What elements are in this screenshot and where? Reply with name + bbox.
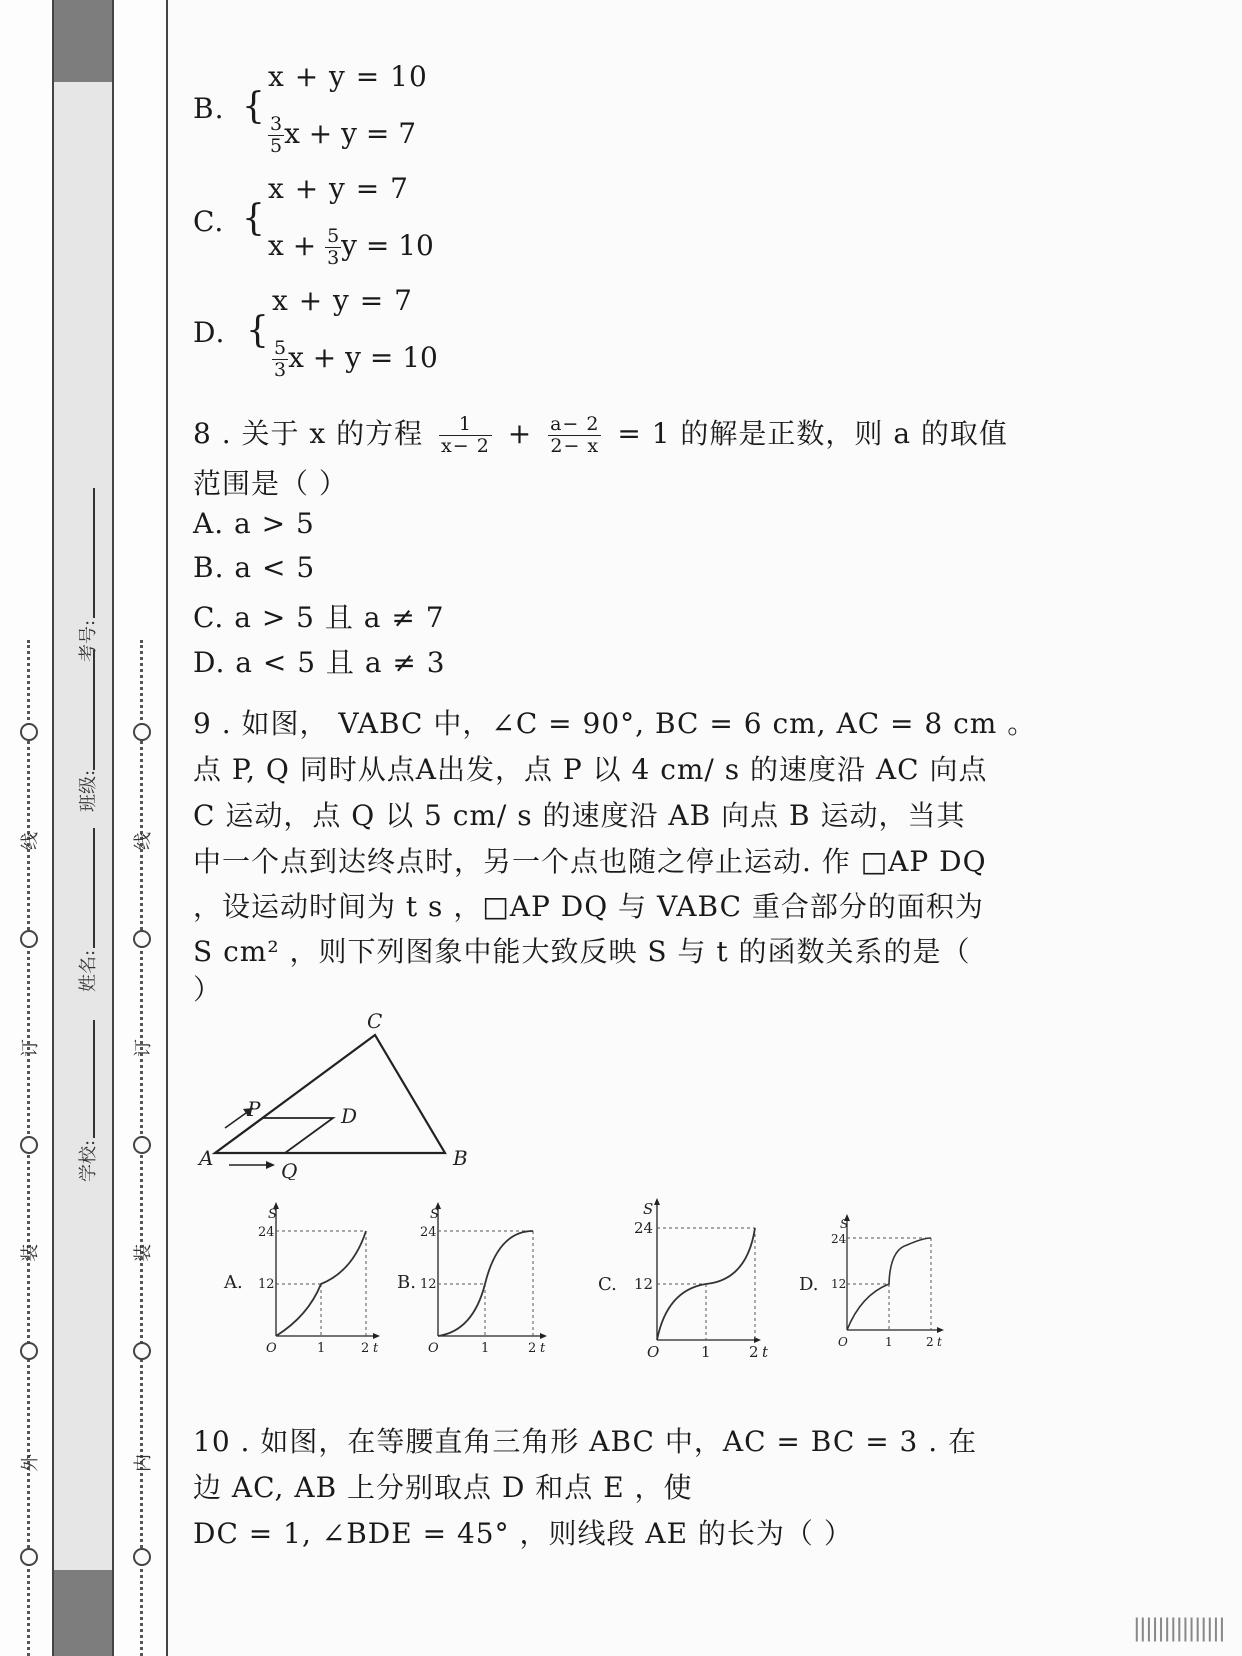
svg-text:2: 2 — [749, 1343, 759, 1360]
equation-line: x + y = 7 — [268, 172, 409, 205]
graph-b — [393, 1196, 563, 1356]
q8-stem: 8 . 关于 x 的方程 $\frac{1}{x- 2}$ + $\frac{a- 2}{2- x}$ = 1 的解是正数，则 a 的取值 — [193, 413, 1008, 457]
q9-line: 点 P, Q 同时从点A出发，点 P 以 4 cm/ s 的速度沿 AC 向点 — [193, 753, 988, 786]
svg-text:2: 2 — [926, 1335, 934, 1349]
q8-option-a[interactable]: A. a > 5 — [193, 507, 315, 540]
svg-text:t: t — [762, 1343, 769, 1360]
svg-text:2: 2 — [528, 1341, 537, 1356]
q8-option-d[interactable]: D. a < 5 且 a ≠ 3 — [193, 646, 446, 679]
svg-text:O: O — [838, 1335, 848, 1349]
svg-text:C.: C. — [598, 1274, 617, 1295]
inner-label: 装 — [133, 1244, 154, 1262]
graph-c — [592, 1190, 772, 1360]
q9-line: ，设运动时间为 t s ，□AP DQ 与 VABC 重合部分的面积为 — [193, 890, 984, 923]
svg-text:12: 12 — [258, 1277, 275, 1292]
graph-d — [795, 1210, 955, 1355]
svg-text:S: S — [643, 1200, 654, 1218]
inner-circle — [133, 1342, 151, 1360]
svg-text:24: 24 — [634, 1219, 654, 1237]
watermark: ||||||||||||||| — [1132, 1614, 1224, 1642]
inner-circle — [133, 1136, 151, 1154]
svg-text:24: 24 — [420, 1225, 437, 1240]
outer-circle — [20, 930, 38, 948]
outer-circle — [20, 1342, 38, 1360]
brace: { — [246, 310, 269, 351]
graph-label: A. — [224, 1272, 243, 1293]
inner-label: 订 — [133, 1039, 154, 1057]
q9-line: 中一个点到达终点时，另一个点也随之停止运动. 作 □AP DQ — [193, 845, 987, 878]
label-c: C — [367, 1009, 383, 1033]
brace: { — [242, 86, 265, 127]
field-id: 考号: — [78, 619, 100, 663]
q10-line: 10 . 如图，在等腰直角三角形 ABC 中，AC = BC = 3 . 在 — [193, 1425, 978, 1458]
svg-text:S: S — [268, 1207, 277, 1222]
label-q: Q — [281, 1159, 298, 1180]
q8-option-b[interactable]: B. a < 5 — [193, 551, 316, 584]
label-a: A — [199, 1146, 214, 1170]
svg-text:t: t — [373, 1341, 379, 1356]
field-school: 学校: — [78, 1139, 100, 1183]
svg-text:1: 1 — [885, 1335, 893, 1349]
outer-label: 线 — [20, 832, 41, 850]
svg-text:S: S — [840, 1217, 849, 1231]
svg-text:24: 24 — [831, 1232, 847, 1246]
svg-text:1: 1 — [481, 1341, 490, 1356]
triangle-figure — [195, 1000, 485, 1180]
svg-text:12: 12 — [420, 1277, 437, 1292]
svg-text:O: O — [428, 1341, 439, 1356]
svg-text:O: O — [266, 1341, 277, 1356]
svg-text:O: O — [647, 1343, 660, 1360]
svg-text:1: 1 — [701, 1343, 711, 1360]
label-b: B — [453, 1146, 468, 1170]
band-bottom-dark — [54, 1570, 112, 1656]
outer-label: 装 — [20, 1244, 41, 1262]
svg-text:D.: D. — [799, 1274, 819, 1295]
option-letter: D. — [193, 316, 226, 349]
outer-label: 订 — [20, 1039, 41, 1057]
field-id-line[interactable] — [93, 488, 95, 618]
outer-circle — [20, 723, 38, 741]
equation-line: $\frac{5}{3}$ x + y = 10 — [274, 337, 438, 381]
outer-label: 外 — [20, 1454, 41, 1472]
inner-circle — [133, 723, 151, 741]
graph-a — [218, 1196, 388, 1356]
inner-label: 内 — [133, 1454, 154, 1472]
outer-circle — [20, 1548, 38, 1566]
brace: { — [242, 198, 265, 239]
triangle-abc — [215, 1035, 445, 1153]
q9-line: 9 . 如图， VABC 中，∠C = 90°, BC = 6 cm, AC = 8 cm 。 — [193, 707, 1037, 740]
outer-circle — [20, 1136, 38, 1154]
label-p: P — [247, 1097, 261, 1121]
svg-text:t: t — [937, 1335, 942, 1349]
option-letter: C. — [193, 205, 225, 238]
gray-band — [52, 0, 114, 1656]
svg-text:B.: B. — [397, 1272, 416, 1293]
svg-text:t: t — [540, 1341, 546, 1356]
field-class: 班级: — [78, 769, 100, 813]
svg-text:24: 24 — [258, 1225, 275, 1240]
band-top-dark — [54, 0, 112, 82]
equation-line: x + $\frac{5}{3}$ y = 10 — [268, 225, 434, 269]
field-name-line[interactable] — [93, 828, 95, 948]
field-name: 姓名: — [78, 949, 100, 993]
equation-line: $\frac{3}{5}$ x + y = 7 — [270, 113, 417, 157]
field-class-line[interactable] — [93, 650, 95, 770]
svg-text:12: 12 — [831, 1277, 847, 1291]
equation-line: x + y = 7 — [272, 284, 413, 317]
svg-text:1: 1 — [317, 1341, 326, 1356]
svg-text:S: S — [430, 1207, 439, 1222]
q9-line: ） — [193, 973, 223, 1006]
content-border — [166, 0, 168, 1656]
field-school-line[interactable] — [93, 1020, 95, 1138]
equation-line: x + y = 10 — [268, 60, 428, 93]
option-letter: B. — [193, 92, 225, 125]
q8-stem-line2: 范围是（ ） — [193, 467, 348, 500]
inner-label: 线 — [133, 832, 154, 850]
q10-line: DC = 1, ∠BDE = 45° ，则线段 AE 的长为（ ） — [193, 1517, 853, 1550]
q10-line: 边 AC, AB 上分别取点 D 和点 E ，使 — [193, 1471, 693, 1504]
svg-text:2: 2 — [361, 1341, 370, 1356]
inner-circle — [133, 930, 151, 948]
binding-gutter — [0, 0, 168, 1656]
label-d: D — [341, 1104, 358, 1128]
inner-circle — [133, 1548, 151, 1566]
q9-line: C 运动，点 Q 以 5 cm/ s 的速度沿 AB 向点 B 运动，当其 — [193, 799, 966, 832]
svg-text:12: 12 — [634, 1275, 654, 1293]
q9-line: S cm² ，则下列图象中能大致反映 S 与 t 的函数关系的是（ — [193, 935, 971, 968]
q8-option-c[interactable]: C. a > 5 且 a ≠ 7 — [193, 601, 445, 634]
